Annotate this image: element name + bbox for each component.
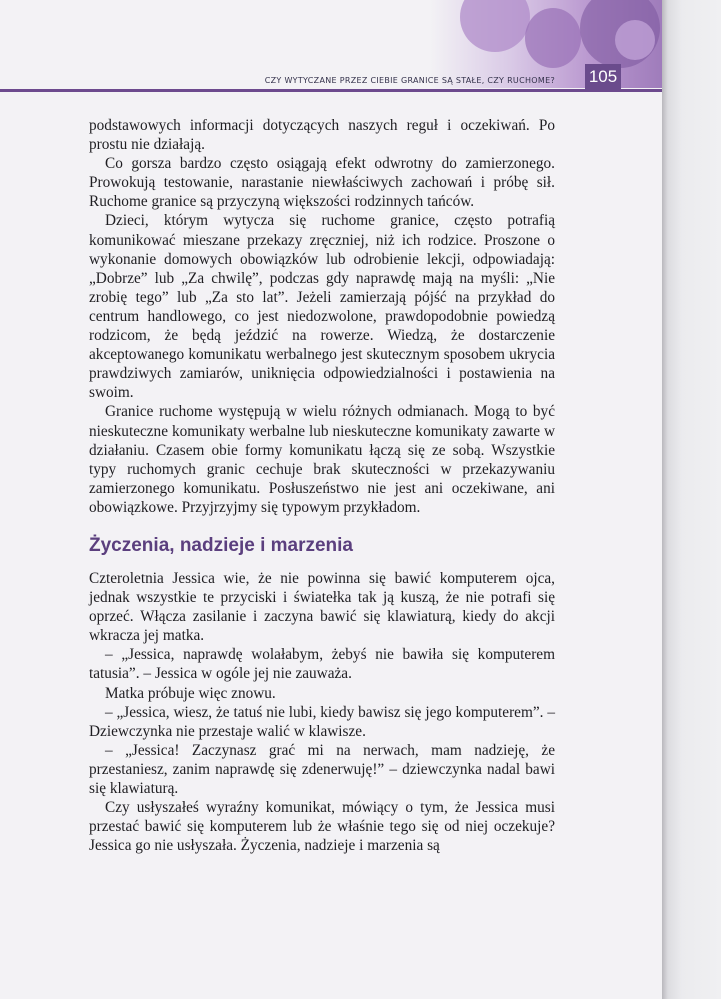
paragraph: Co gorsza bardzo często osiągają efekt odwrotny do zamierzonego. Prowokują testowanie, narastanie niewłaściwych zachowań i próbę sił. Ruchome granice są przyczyną większości rodzinnych tańców. [89,155,555,211]
paragraph: – „Jessica, wiesz, że tatuś nie lubi, kiedy bawisz się jego komputerem”. – Dziewczynka nie przestaje walić w klawisze. [89,703,555,740]
header-rule [0,89,662,92]
header-photo [430,0,662,88]
paragraph: – „Jessica! Zaczynasz grać mi na nerwach, mam nadzieję, że przestaniesz, zanim naprawdę się zdenerwuję!” – dziewczynka nadal bawi się klawiaturą. [89,741,555,797]
section-heading: Życzenia, nadzieje i marzenia [89,534,353,556]
running-head: CZY WYTYCZANE PRZEZ CIEBIE GRANICE SĄ STAŁE, CZY RUCHOME? [264,76,555,85]
paragraph: Czteroletnia Jessica wie, że nie powinna się bawić komputerem ojca, jednak wszystkie te przyciski i światełka tak ją kuszą, że nie potrafi się oprzeć. Włącza zasilanie i zaczyna bawić się klawiaturą, kiedy do akcji wkracza jej matka. [89,569,555,645]
paragraph: – „Jessica, naprawdę wolałabym, żebyś nie bawiła się komputerem tatusia”. – Jessica w ogóle jej nie zauważa. [89,646,555,683]
paragraph: Matka próbuje więc znowu. [105,684,276,702]
page-number-badge [585,64,621,90]
page-number: 105 [588,67,618,86]
body-text [89,116,555,855]
paragraph: Dzieci, którym wytycza się ruchome granice, często potrafią komunikować mieszane przekazy zręczniej, niż ich rodzice. Proszone o wykonanie domowych obowiązków lub odrobienie lekcji, odpowiadają: „Dobrze” lub „Za chwilę”, podczas gdy naprawdę mają na myśli: „Nie zrobię tego” lub „Za sto lat”. Jeżeli zamierzają pójść na przykład do centrum handlowego, co jest niedozwolone, prawdopodobnie powiedzą rodzicom, że będą jeździć na rowerze. Wiedzą, że dostarczenie akceptowanego komunikatu werbalnego jest skutecznym sposobem ukrycia prawdziwych zamiarów, uniknięcia odpowiedzialności i postawienia na swoim. [89,212,555,402]
page-gutter-shadow [662,0,721,999]
paragraph: podstawowych informacji dotyczących naszych reguł i oczekiwań. Po prostu nie działają. [89,117,555,154]
paragraph: Czy usłyszałeś wyraźny komunikat, mówiący o tym, że Jessica musi przestać bawić się komputerem lub że właśnie tego się od niej oczekuje? Jessica go nie usłyszała. Życzenia, nadzieje i marzenia są [89,799,555,855]
paragraph: Granice ruchome występują w wielu różnych odmianach. Mogą to być nieskuteczne komunikaty werbalne lub nieskuteczne komunikaty zawarte w działaniu. Czasem obie formy komunikatu łączą się ze sobą. Wszystkie typy ruchomych granic cechuje brak skuteczności w przekazywaniu zamierzonego komunikatu. Posłuszeństwo nie jest ani oczekiwane, ani obowiązkowe. Przyjrzyjmy się typowym przykładom. [89,403,555,516]
